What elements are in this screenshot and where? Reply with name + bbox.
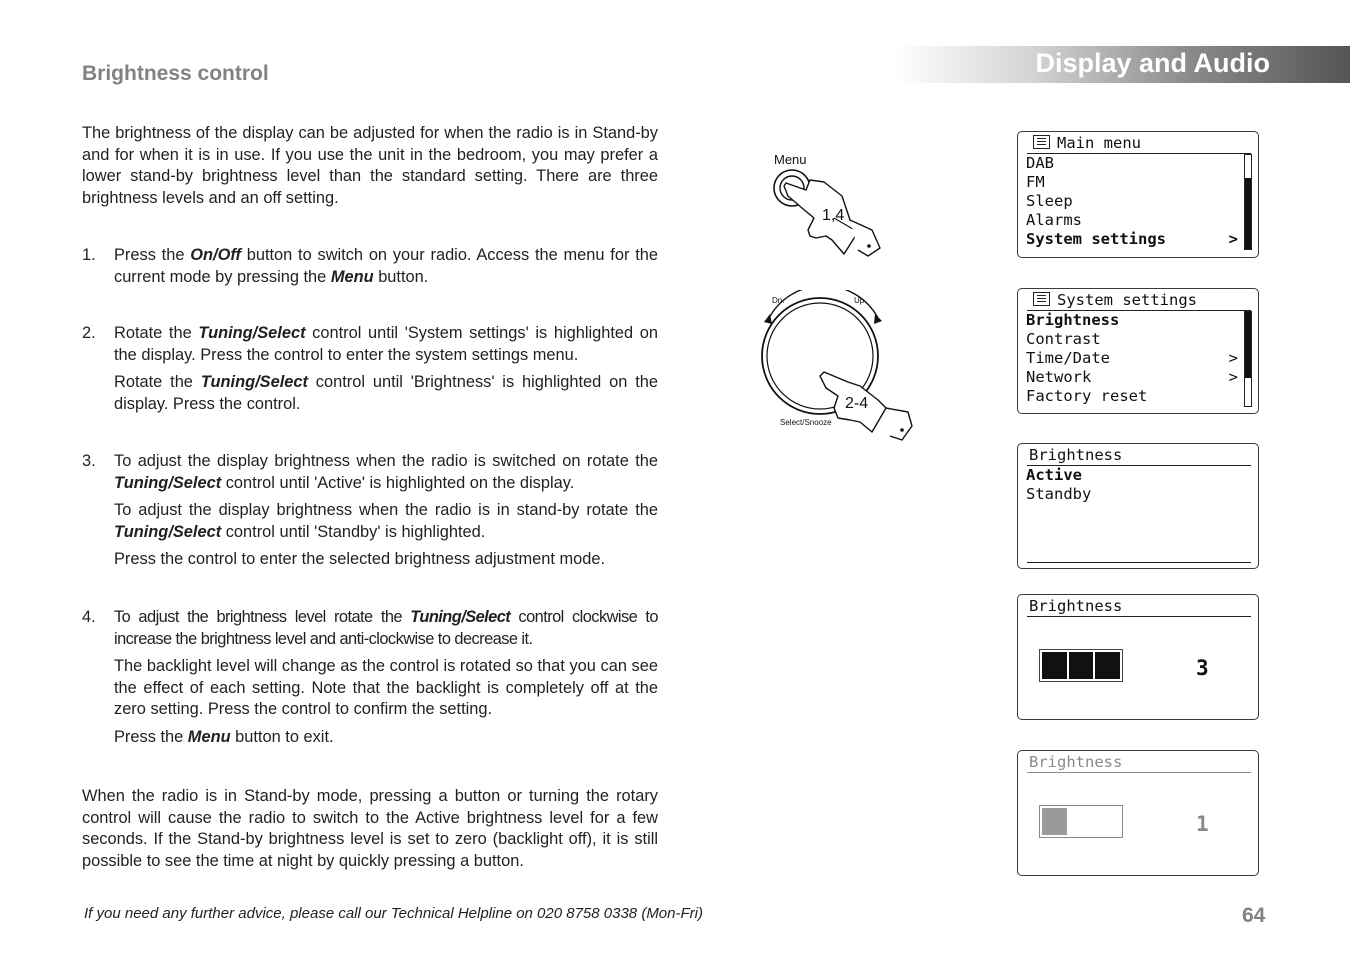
step-3 (82, 451, 658, 577)
knob-down-label: Dn. (772, 296, 785, 305)
lcd-menu-item-highlighted: System settings > (1026, 230, 1238, 248)
step-text: Rotate the Tuning/Select control until 'System settings' is highlighted on the display. Press the control to enter the system settings menu. (114, 324, 659, 364)
submenu-arrow: > (1228, 230, 1238, 248)
menu-list-icon (1033, 135, 1050, 149)
lcd-brightness-level-active (1017, 594, 1259, 720)
lcd-header: Brightness (1027, 446, 1251, 466)
brightness-segment (1042, 652, 1067, 679)
menu-button-illustration (762, 150, 892, 260)
lcd-divider (1027, 562, 1251, 563)
lcd-menu-item: Factory reset (1026, 387, 1148, 405)
lcd-menu-item: FM (1026, 173, 1045, 191)
lcd-scrollbar (1244, 311, 1252, 407)
lcd-brightness-mode (1017, 443, 1259, 569)
lcd-menu-item: Sleep (1026, 192, 1073, 210)
lcd-header: System settings (1027, 291, 1251, 311)
lcd-menu-item: DAB (1026, 154, 1054, 172)
section-title: Brightness control (82, 62, 269, 85)
lcd-scrollbar (1244, 154, 1252, 250)
helpline-footer: If you need any further advice, please call our Technical Helpline on 020 8758 0338 (Mon-Fri) (84, 905, 703, 922)
step-number: 2. (82, 324, 96, 342)
tuning-knob-illustration (752, 290, 917, 442)
step-1 (82, 245, 658, 294)
step-2 (82, 323, 658, 421)
lcd-brightness-level-standby (1017, 750, 1259, 876)
banner-title: Display and Audio (1035, 48, 1270, 78)
brightness-segment (1095, 652, 1120, 679)
lcd-header: Main menu (1027, 134, 1251, 154)
lcd-menu-item: Contrast (1026, 330, 1101, 348)
menu-step-label: 1,4 (822, 207, 845, 224)
brightness-value: 3 (1196, 656, 1209, 680)
brightness-level-bar (1039, 649, 1123, 682)
step-text: Press the Menu button to exit. (114, 727, 334, 746)
lcd-menu-item-highlighted: Brightness (1026, 311, 1120, 329)
knob-select-label: Select/Snooze (780, 418, 832, 427)
menu-list-icon (1033, 292, 1050, 306)
brightness-segment (1069, 652, 1094, 679)
submenu-arrow: > (1228, 368, 1238, 386)
step-text: To adjust the display brightness when the radio is in stand-by rotate the Tuning/Select control until 'Standby' is highlighted. (114, 501, 658, 541)
step-number: 3. (82, 452, 96, 470)
step-number: 1. (82, 246, 96, 264)
lcd-header: Brightness (1027, 753, 1251, 773)
lcd-menu-item: Network > (1026, 368, 1238, 386)
lcd-header: Brightness (1027, 597, 1251, 617)
step-text: Press the On/Off button to switch on your radio. Access the menu for the current mode by pressing the Menu button. (114, 246, 658, 286)
lcd-menu-item: Standby (1026, 485, 1092, 503)
step-number: 4. (82, 608, 96, 626)
knob-step-label: 2-4 (845, 395, 869, 412)
step-4 (82, 607, 658, 755)
lcd-menu-item-highlighted: Active (1026, 466, 1082, 484)
knob-up-label: Up (854, 296, 865, 305)
closing-paragraph: When the radio is in Stand-by mode, pressing a button or turning the rotary control will cause the radio to switch to the Active brightness level for a few seconds. If the Stand-by brightness level is set to zero (backlight off), it is still possible to see the time at night by quickly pressing a button. (82, 787, 658, 870)
lcd-menu-item: Alarms (1026, 211, 1082, 229)
step-text: Rotate the Tuning/Select control until 'Brightness' is highlighted on the display. Press the control. (114, 373, 658, 413)
step-text: Press the control to enter the selected brightness adjustment mode. (114, 550, 606, 569)
lcd-system-settings (1017, 288, 1259, 414)
brightness-value: 1 (1196, 812, 1209, 836)
step-text: To adjust the brightness level rotate the Tuning/Select control clockwise to increase the brightness level and anti-clockwise to decrease it. (114, 608, 658, 648)
lcd-menu-item: Time/Date > (1026, 349, 1238, 367)
section-banner (895, 46, 1350, 83)
brightness-segment (1042, 808, 1067, 835)
page-number: 64 (1242, 904, 1266, 927)
intro-paragraph: The brightness of the display can be adjusted for when the radio is in Stand-by and for when it is in use. If you use the unit in the bedroom, you may prefer a lower stand-by brightness level than the standard setting. There are three brightness levels and an off setting. (82, 124, 658, 207)
step-text: The backlight level will change as the control is rotated so that you can see the effect of each setting. Note that the backlight is completely off at the zero setting. Press the control to confirm the setting. (114, 657, 658, 719)
brightness-level-bar (1039, 805, 1123, 838)
lcd-main-menu (1017, 131, 1259, 258)
step-text: To adjust the display brightness when the radio is switched on rotate the Tuning/Select control until 'Active' is highlighted on the display. (114, 452, 658, 492)
submenu-arrow: > (1228, 349, 1238, 367)
menu-button-label: Menu (774, 152, 807, 167)
